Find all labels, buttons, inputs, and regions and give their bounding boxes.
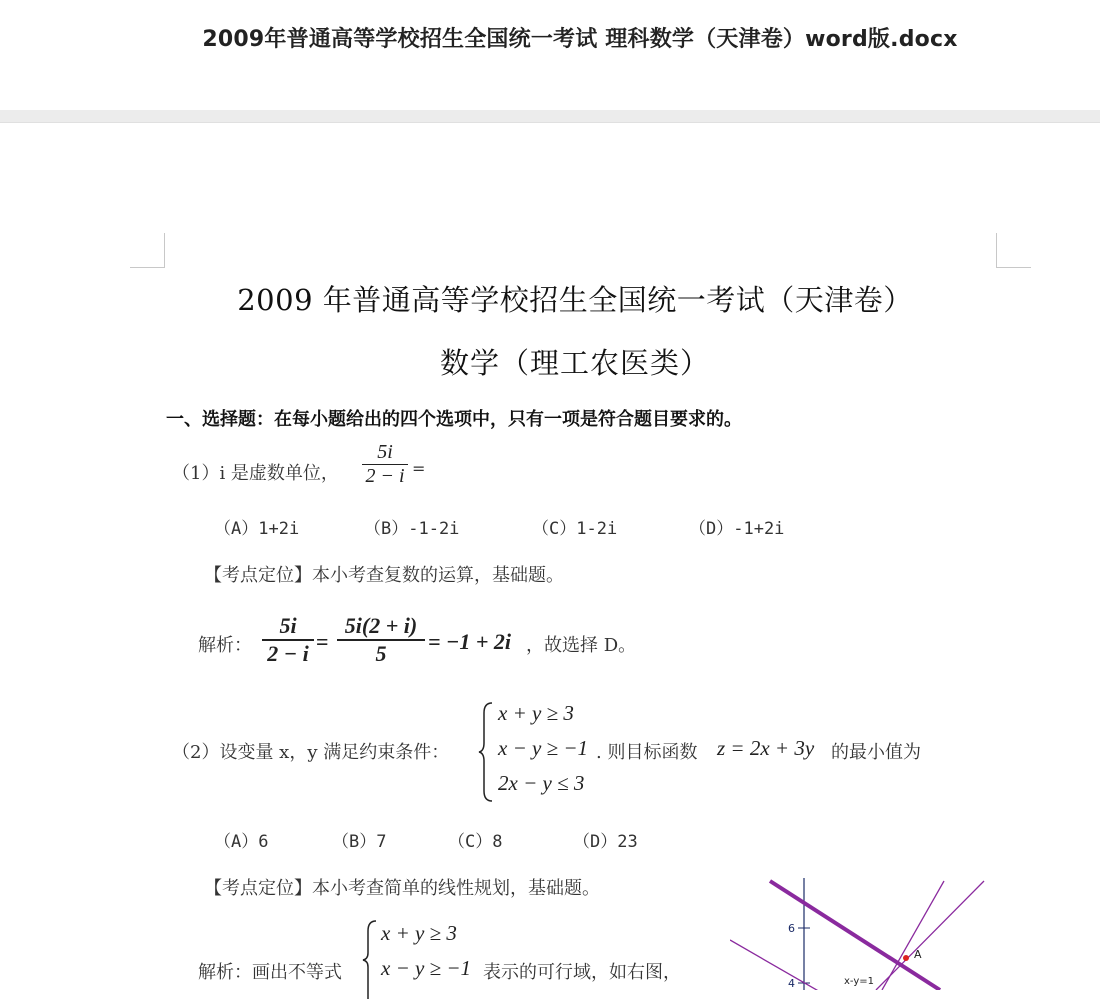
feasible-region-graph	[730, 878, 990, 990]
q1-sol-frac1	[262, 613, 314, 667]
q1-option-a: （A）1+2i	[214, 519, 300, 539]
q2-tail: 的最小值为	[831, 742, 921, 763]
q2-constraint-1: x + y ≥ 3	[498, 701, 574, 725]
q2-stem: （2）设变量 x，y 满足约束条件：	[172, 742, 450, 763]
q1-option-d: （D）-1+2i	[689, 519, 785, 539]
graph-line-x-minus-y	[876, 881, 984, 990]
graph-point-a	[903, 955, 909, 961]
q1-sol-result: = −1 + 2i	[428, 629, 512, 654]
q1-sol-frac2-den: 5	[375, 641, 387, 666]
graph-point-a-label: A	[914, 948, 922, 961]
document-page	[0, 123, 1100, 990]
crop-mark-right	[996, 233, 1031, 268]
q2-objective: z = 2x + 3y	[717, 736, 815, 760]
q1-stem: （1）i 是虚数单位，	[172, 463, 339, 484]
q1-point: 【考点定位】本小考查复数的运算，基础题。	[204, 565, 564, 586]
section-heading: 一、选择题：在每小题给出的四个选项中，只有一项是符合题目要求的。	[166, 409, 742, 430]
q1-equals: =	[412, 459, 426, 478]
graph-tick-4: 4	[788, 977, 795, 990]
q1-sol-frac2	[337, 613, 425, 667]
q1-sol-frac1-num: 5i	[279, 613, 297, 638]
doc-title: 2009 年普通高等学校招生全国统一考试（天津卷）	[237, 283, 913, 317]
q1-solution-label: 解析：	[198, 635, 252, 656]
page-gap	[0, 110, 1100, 123]
graph-tick-6: 6	[788, 922, 795, 935]
graph-line-x-plus-y	[770, 881, 940, 990]
q1-sol-frac2-num: 5i(2 + i)	[344, 613, 418, 638]
doc-subtitle: 数学（理工农医类）	[439, 346, 710, 380]
q2-constraint-3: 2x − y ≤ 3	[498, 771, 585, 795]
q1-frac-den: 2 − i	[365, 465, 405, 487]
title-bar	[0, 0, 1100, 110]
q2-constraint-2: x − y ≥ −1	[498, 736, 589, 760]
q2-sol-tail: 表示的可行域，如右图，	[483, 962, 681, 983]
q2-sol-brace	[362, 919, 378, 999]
q1-fraction	[362, 441, 408, 488]
crop-mark-left	[130, 233, 165, 268]
q2-solution-label: 解析：画出不等式	[198, 962, 342, 983]
q1-option-c: （C）1-2i	[532, 519, 618, 539]
q2-option-d: （D）23	[573, 832, 638, 852]
q2-after: . 则目标函数	[596, 742, 698, 763]
q2-sol-constraint-1: x + y ≥ 3	[381, 921, 457, 945]
q2-option-c: （C）8	[448, 832, 503, 852]
q2-option-b: （B）7	[332, 832, 387, 852]
document-file-title: 2009年普通高等学校招生全国统一考试 理科数学（天津卷）word版.docx	[202, 27, 958, 52]
q1-sol-equals: =	[316, 629, 329, 654]
q2-brace	[478, 701, 494, 803]
q2-option-a: （A）6	[214, 832, 269, 852]
q1-frac-num: 5i	[377, 441, 393, 463]
q2-sol-constraint-2: x − y ≥ −1	[381, 956, 472, 980]
q2-point: 【考点定位】本小考查简单的线性规划，基础题。	[204, 878, 600, 899]
q1-sol-tail: ，故选择 D。	[526, 635, 637, 656]
q1-option-b: （B）-1-2i	[364, 519, 460, 539]
q1-sol-frac1-den: 2 − i	[267, 641, 309, 666]
graph-line-label: x-y=1	[844, 976, 875, 987]
